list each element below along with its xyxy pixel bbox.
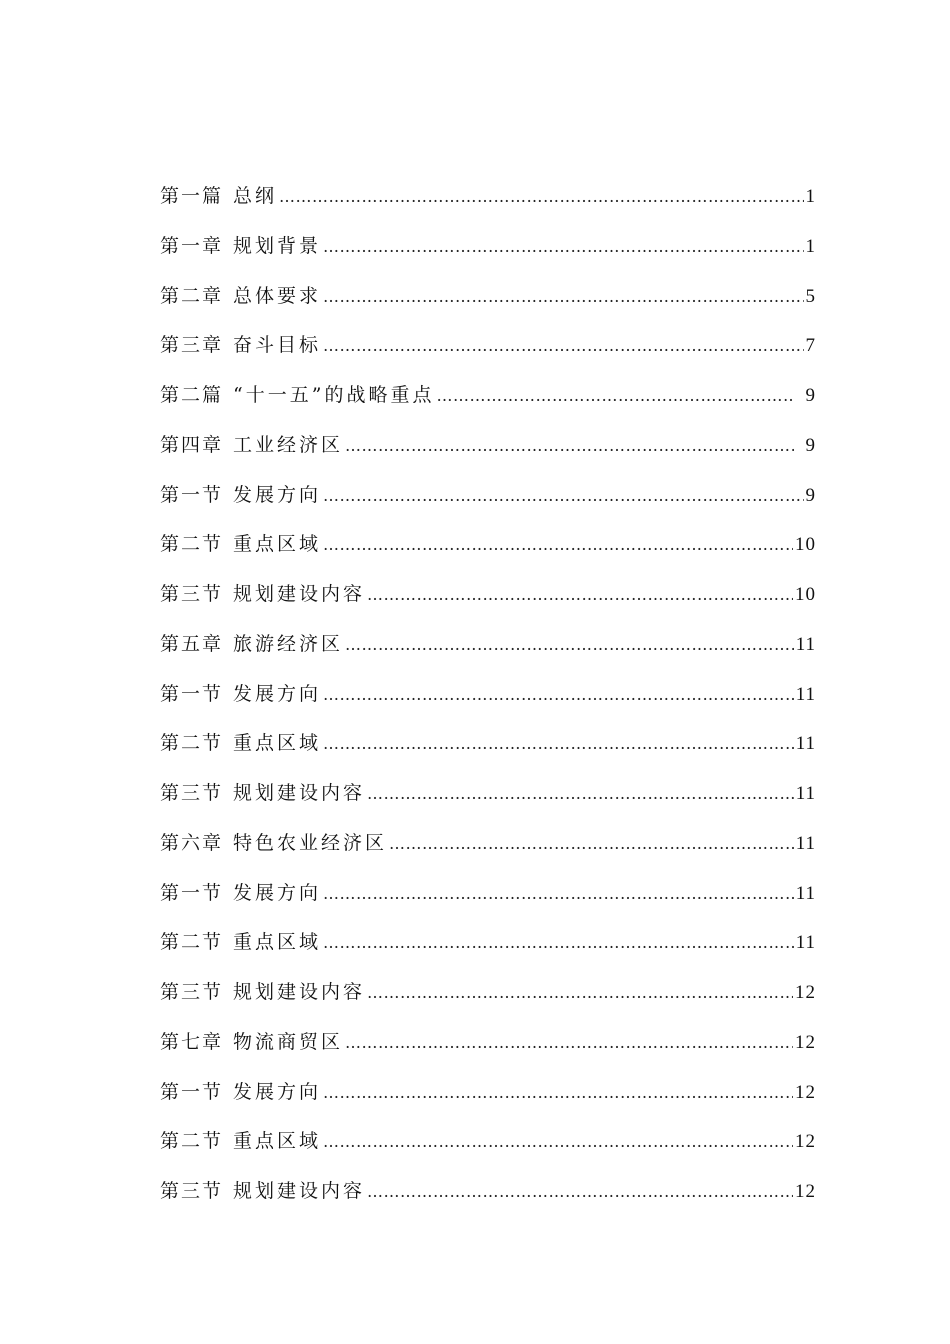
- toc-entry-page: 12: [795, 1181, 816, 1202]
- toc-entry[interactable]: [160, 575, 816, 625]
- toc-entry-page: 12: [795, 1081, 816, 1103]
- dot-leader: [436, 377, 793, 415]
- toc-entry-title: 物流商贸区: [233, 1030, 344, 1053]
- dot-leader: [323, 526, 793, 564]
- toc-entry-title: 规划建设内容: [233, 583, 366, 605]
- toc-entry-label: 第二篇: [160, 384, 224, 406]
- toc-entry-title: 奋斗目标: [233, 334, 322, 357]
- dot-leader: [323, 725, 794, 763]
- toc-entry[interactable]: [160, 625, 816, 675]
- toc-entry[interactable]: [160, 1073, 816, 1123]
- toc-entry-page: 1: [805, 235, 816, 257]
- dot-leader: [323, 327, 803, 365]
- toc-entry-page: 10: [795, 584, 816, 605]
- toc-entry-label: 第一节: [160, 881, 224, 904]
- toc-entry-title: 总体要求: [233, 284, 322, 307]
- toc-entry[interactable]: [160, 1122, 816, 1172]
- toc-entry[interactable]: [160, 426, 816, 476]
- toc-entry-title: 重点区域: [233, 732, 322, 755]
- dot-leader: [323, 1123, 793, 1161]
- toc-entry-label: 第三节: [160, 1180, 224, 1202]
- toc-entry-page: 12: [795, 1131, 816, 1153]
- toc-entry[interactable]: [160, 376, 816, 426]
- toc-entry-label: 第三节: [160, 981, 224, 1003]
- toc-entry-page: 12: [795, 1031, 816, 1053]
- toc-entry[interactable]: [160, 177, 816, 227]
- toc-entry[interactable]: [160, 476, 816, 526]
- toc-entry-title: 发展方向: [233, 483, 322, 506]
- toc-entry-title: 重点区域: [233, 931, 322, 954]
- toc-entry[interactable]: [160, 1172, 816, 1222]
- toc-entry-page: 10: [795, 534, 816, 556]
- toc-entry-label: 第二节: [160, 1130, 224, 1153]
- toc-entry-label: 第二节: [160, 931, 224, 954]
- toc-entry-label: 第一篇: [160, 185, 224, 207]
- dot-leader: [279, 178, 803, 216]
- toc-entry-title: 工业经济区: [233, 433, 344, 456]
- toc-entry[interactable]: [160, 675, 816, 725]
- toc-entry-label: 第一章: [160, 234, 224, 257]
- toc-entry-page: 11: [795, 832, 816, 854]
- toc-entry-page: 5: [805, 285, 816, 307]
- dot-leader: [367, 1173, 793, 1211]
- toc-entry-title: 重点区域: [233, 1130, 322, 1153]
- toc-entry-label: 第二章: [160, 284, 224, 307]
- dot-leader: [323, 477, 803, 515]
- toc-entry-title: 旅游经济区: [233, 632, 344, 655]
- dot-leader: [345, 427, 793, 465]
- toc-entry-title: 发展方向: [233, 881, 322, 904]
- toc-entry-label: 第二节: [160, 533, 224, 556]
- toc-entry[interactable]: [160, 326, 816, 376]
- toc-entry[interactable]: [160, 824, 816, 874]
- dot-leader: [345, 1024, 793, 1062]
- toc-entry-title: 规划建设内容: [233, 981, 366, 1003]
- toc-entry-label: 第五章: [160, 632, 224, 655]
- dot-leader: [323, 1074, 793, 1112]
- toc-entry-title: 发展方向: [233, 1080, 322, 1103]
- toc-entry-label: 第四章: [160, 433, 224, 456]
- toc-entry-title: 发展方向: [233, 682, 322, 705]
- toc-entry-page: 7: [805, 335, 816, 357]
- dot-leader: [323, 676, 794, 714]
- toc-entry-title: 特色农业经济区: [233, 831, 388, 854]
- toc-entry-label: 第六章: [160, 831, 224, 854]
- toc-entry-page: 9: [805, 484, 816, 506]
- toc-entry-title: 重点区域: [233, 533, 322, 556]
- toc-entry[interactable]: [160, 525, 816, 575]
- toc-entry-label: 第三节: [160, 583, 224, 605]
- toc-entry-page: 11: [795, 683, 816, 705]
- toc-entry[interactable]: [160, 874, 816, 924]
- toc-entry-page: 9: [805, 385, 816, 406]
- toc-entry-title: 规划建设内容: [233, 1180, 366, 1202]
- toc-entry-page: 11: [795, 633, 816, 655]
- toc-entry[interactable]: [160, 1023, 816, 1073]
- toc-entry-page: 1: [805, 186, 816, 207]
- toc-entry[interactable]: [160, 923, 816, 973]
- table-of-contents: [160, 177, 816, 1222]
- dot-leader: [323, 924, 794, 962]
- toc-entry-label: 第二节: [160, 732, 224, 755]
- toc-entry-label: 第三章: [160, 334, 224, 357]
- toc-entry[interactable]: [160, 724, 816, 774]
- dot-leader: [389, 825, 794, 863]
- toc-entry-label: 第一节: [160, 1080, 224, 1103]
- dot-leader: [367, 974, 793, 1012]
- toc-entry[interactable]: [160, 774, 816, 824]
- dot-leader: [323, 228, 803, 266]
- toc-entry-label: 第一节: [160, 483, 224, 506]
- toc-entry-page: 9: [805, 434, 816, 456]
- dot-leader: [323, 875, 794, 913]
- toc-entry-page: 12: [795, 982, 816, 1003]
- toc-entry[interactable]: [160, 227, 816, 277]
- toc-entry-label: 第三节: [160, 782, 224, 804]
- toc-entry[interactable]: [160, 277, 816, 327]
- toc-entry-title: 规划背景: [233, 234, 322, 257]
- toc-entry[interactable]: [160, 973, 816, 1023]
- dot-leader: [367, 775, 794, 813]
- toc-entry-title: 总纲: [233, 185, 278, 207]
- toc-entry-title: “十一五”的战略重点: [233, 384, 435, 406]
- toc-entry-page: 11: [795, 733, 816, 755]
- toc-entry-page: 11: [795, 882, 816, 904]
- toc-entry-label: 第一节: [160, 682, 224, 705]
- toc-entry-label: 第七章: [160, 1030, 224, 1053]
- toc-entry-page: 11: [795, 783, 816, 804]
- dot-leader: [323, 278, 803, 316]
- dot-leader: [345, 626, 794, 664]
- toc-entry-page: 11: [795, 932, 816, 954]
- dot-leader: [367, 576, 793, 614]
- toc-entry-title: 规划建设内容: [233, 782, 366, 804]
